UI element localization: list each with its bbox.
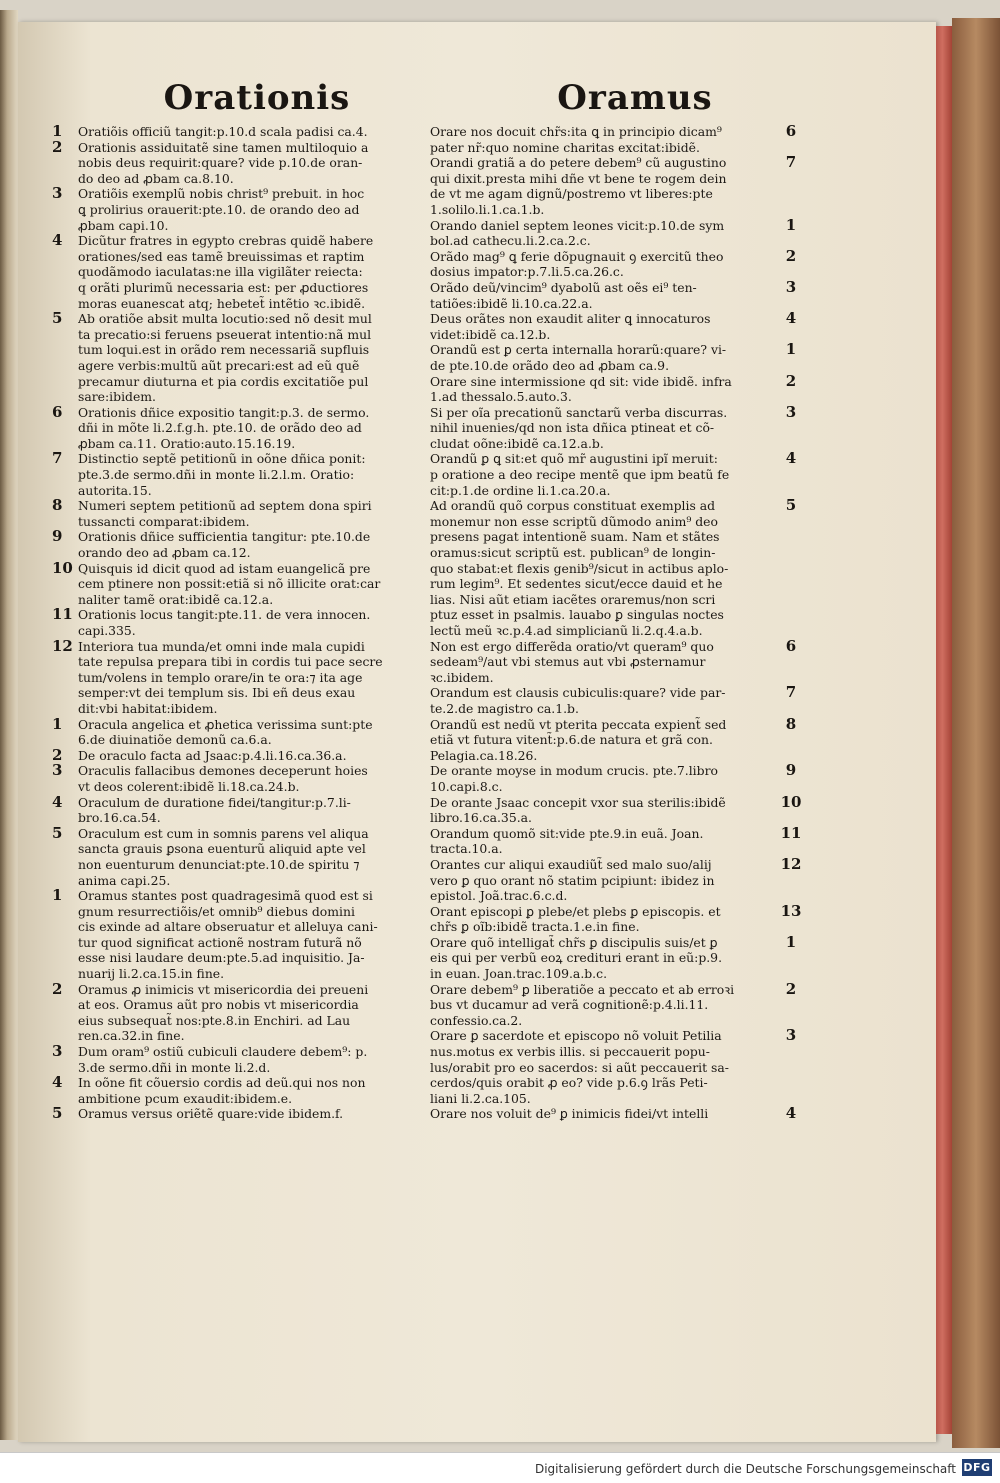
entry-text: [78, 529, 412, 560]
entry-line: naliter tamẽ orat:ibidẽ ca.12.a.: [78, 591, 274, 607]
entry-line: nihil inuenies/qd non ista dñica ptineat et cõ-: [430, 420, 715, 436]
entry-line: quo stabat:et flexis genib⁹/sicut in actibus aplo-: [430, 560, 729, 576]
entry-line: semper:vt dei templum sis. Ibi eñ deus exau: [78, 685, 356, 701]
entry-number: 1: [52, 122, 63, 140]
entry-line: tracta.10.a.: [430, 841, 503, 857]
entry-text: [430, 763, 768, 794]
index-entry: [52, 451, 462, 498]
left-column: [52, 78, 462, 1122]
entry-line: Dicũtur fratres in egypto crebras quidẽ habere: [78, 233, 374, 249]
index-entry: [52, 636, 462, 717]
entry-line: Ad orandũ quõ corpus constituat exemplis ad: [430, 498, 716, 514]
entry-line: etiã vt futura vitent̃:p.6.de natura et grã con.: [430, 732, 713, 748]
index-entry: [430, 823, 840, 857]
index-entry: [52, 1106, 462, 1122]
entry-line: monemur non esse scriptũ dũmodo anim⁹ deo: [430, 513, 718, 529]
index-entry: [430, 854, 840, 904]
entry-line: do deo ad ꝓbam ca.8.10.: [78, 170, 234, 186]
entry-text: [78, 639, 412, 717]
entry-line: de pte.10.de orãdo deo ad ꝓbam ca.9.: [430, 357, 670, 373]
index-entry: [52, 186, 462, 233]
entry-line: ꝗ prolirius orauerit:pte.10. de orando deo ad: [78, 201, 360, 217]
entry-line: liani li.2.ca.105.: [430, 1090, 531, 1106]
entry-number: 6: [785, 636, 797, 655]
entry-text: [430, 311, 768, 342]
entry-line: Oramus versus oriẽtẽ quare:vide ibidem.f.: [78, 1106, 344, 1122]
entry-line: Oraculum est cum in somnis parens vel aliqua: [78, 825, 369, 841]
index-entry: [52, 979, 462, 1044]
entry-number: 13: [780, 901, 802, 920]
entry-number: 5: [785, 496, 797, 515]
entry-number: 4: [785, 449, 797, 468]
entry-text: [78, 140, 412, 187]
entry-line: Oraculis fallacibus demones deceperunt hoies: [78, 763, 368, 779]
entry-line: Oramus stantes post quadragesimã quod est si: [78, 888, 373, 904]
entry-line: lias. Nisi aũt etiam iacẽtes oraremus/non scri: [430, 591, 716, 607]
entry-text: [430, 124, 768, 155]
index-entry: [430, 155, 840, 217]
entry-line: De orante moyse in modum crucis. pte.7.libro: [430, 763, 718, 779]
book-cover: [952, 18, 1000, 1448]
entry-line: cis exinde ad altare obseruatur et alleluya cani-: [78, 919, 378, 935]
entry-line: cem ptinere non possit:etiã si nõ illicite orat:car: [78, 576, 381, 592]
index-entry: [430, 1106, 840, 1122]
entry-line: rum legim⁹. Et sedentes sicut/ecce dauid et he: [430, 576, 723, 592]
entry-number: 2: [52, 745, 63, 764]
entry-line: bol.ad cathecu.li.2.ca.2.c.: [430, 233, 591, 249]
entry-line: Orationis locus tangit:pte.11. de vera innocen.: [78, 607, 371, 623]
entry-line: lectũ meũ ꝛc.p.4.ad simplicianũ li.2.q.4.a.b.: [430, 623, 703, 638]
entry-line: Orandũ est ꝑ certa internalla horarũ:quare? vi-: [430, 342, 727, 358]
entry-line: Orationis dñice sufficientia tangitur: pte.10.de: [78, 529, 371, 545]
index-entry: [52, 124, 462, 140]
entry-line: eius subsequat̃ nos:pte.8.in Enchiri. ad Lau: [78, 1012, 351, 1028]
index-entry: [52, 792, 462, 826]
index-entry: [430, 371, 840, 405]
entry-text: [430, 717, 768, 764]
entry-line: te.2.de magistro ca.1.b.: [430, 700, 579, 716]
index-entry: [430, 215, 840, 249]
entry-number: 8: [785, 714, 797, 733]
entry-text: [78, 1044, 412, 1075]
entry-line: precamur diuturna et pia cordis excitatiõe pul: [78, 373, 369, 389]
index-entry: [52, 745, 462, 764]
entry-line: ptuz esset in psalmis. lauabo ꝑ singulas noctes: [430, 607, 724, 623]
entry-number: 1: [52, 714, 63, 733]
entry-number: 1: [785, 215, 797, 234]
entry-number: 11: [52, 605, 73, 624]
entry-line: confessio.ca.2.: [430, 1012, 523, 1028]
entry-line: tatiões:ibidẽ li.10.ca.22.a.: [430, 295, 593, 311]
index-entry: [52, 1075, 462, 1106]
index-entry: [430, 979, 840, 1029]
index-entry: [430, 901, 840, 935]
entry-line: tur quod significat actionẽ nostram futurã nõ: [78, 934, 362, 950]
entry-text: [430, 826, 768, 857]
index-entry: [52, 823, 462, 888]
entry-number: 7: [785, 153, 797, 172]
entry-line: dosius impator:p.7.li.5.ca.26.c.: [430, 264, 624, 280]
entry-number: 4: [785, 309, 797, 328]
entry-line: Interiora tua munda/et omni inde mala cupidi: [78, 638, 365, 654]
entry-line: cludat oõne:ibidẽ ca.12.a.b.: [430, 435, 604, 451]
entry-number: 4: [52, 1073, 63, 1092]
entry-text: [430, 342, 768, 373]
entry-line: eis qui per verbũ eoꝝ credituri erant in eũ:p.9.: [430, 950, 723, 966]
entry-line: nus.motus ex verbis illis. si peccauerit popu-: [430, 1044, 710, 1060]
entry-line: q orãti plurimũ necessaria est: per ꝓductiores: [78, 279, 369, 295]
entry-line: Ab oratiõe absit multa locutio:sed nõ desit mul: [78, 311, 372, 327]
entry-line: Oratiõis exemplũ nobis christ⁹ prebuit. in hoc: [78, 186, 365, 202]
entry-line: vt deos colerent:ibidẽ li.18.ca.24.b.: [78, 778, 300, 794]
index-entry: [430, 451, 840, 498]
entry-line: bus vt ducamur ad verã cognitionẽ:p.4.li.11.: [430, 997, 709, 1013]
right-column: [430, 78, 840, 1122]
entry-number: 10: [780, 792, 802, 811]
index-entry: [430, 1028, 840, 1106]
index-entry: [52, 402, 462, 452]
index-entry: [430, 311, 840, 342]
entry-line: tum loqui.est in orãdo rem necessariã supfluis: [78, 342, 370, 358]
entry-number: 5: [52, 309, 63, 328]
entry-number: 2: [52, 137, 63, 156]
index-entry: [52, 714, 462, 748]
entry-number: 9: [52, 527, 63, 546]
entry-line: Distinctio septẽ petitionũ in oõne dñica ponit:: [78, 451, 366, 467]
entry-number: 6: [785, 122, 797, 140]
entry-line: Orãdo deũ/vincim⁹ dyabolũ ast oẽs ei⁹ ten-: [430, 279, 697, 295]
entry-line: Orare quõ intelligat̃ chr̃s ꝑ discipulis suis/et ꝑ: [430, 934, 718, 950]
entry-line: De oraculo facta ad Jsaac:p.4.li.16.ca.36.a.: [78, 747, 347, 763]
entry-line: capi.335.: [78, 623, 136, 638]
entry-text: [430, 639, 768, 686]
entry-line: esse nisi laudare deum:pte.5.ad inquisitio. Ja-: [78, 950, 365, 966]
entry-line: libro.16.ca.35.a.: [430, 810, 532, 826]
entry-text: [78, 311, 412, 405]
entry-line: Numeri septem petitionũ ad septem dona spiri: [78, 498, 372, 514]
entry-number: 1: [52, 886, 63, 905]
index-entry: [430, 402, 840, 452]
dfg-logo: DFG: [963, 1461, 991, 1474]
entry-line: non euenturum denunciat:pte.10.de spiritu ⁊: [78, 856, 360, 872]
entry-text: [430, 155, 768, 217]
index-entry: [430, 124, 840, 155]
entry-line: Orare debem⁹ ꝑ liberatiõe a peccato et ab erroꝛi: [430, 981, 735, 997]
entry-text: [430, 1106, 768, 1122]
entry-line: 6.de diuinatiõe demonũ ca.6.a.: [78, 732, 272, 748]
left-column-heading: Orationis: [163, 78, 351, 118]
entry-line: at eos. Oramus aũt pro nobis vt misericordia: [78, 997, 359, 1013]
entry-number: 3: [52, 184, 63, 203]
index-entry: [52, 888, 462, 982]
index-entry: [430, 636, 840, 686]
entry-line: anima capi.25.: [78, 872, 171, 888]
footer-bar: [0, 1452, 1000, 1483]
entry-text: [430, 857, 768, 904]
entry-text: [78, 451, 412, 498]
entry-line: p oratione a deo recipe mentẽ que ipm beatũ fe: [430, 467, 730, 483]
entry-number: 3: [52, 761, 63, 780]
entry-number: 6: [52, 402, 63, 421]
entry-line: Orare nos docuit chr̃s:ita ꝗ in principio dicam⁹: [430, 124, 722, 139]
entry-text: [430, 982, 768, 1029]
entry-line: tum/volens in templo orare/in te ora:⁊ ita age: [78, 669, 363, 685]
entry-number: 9: [785, 761, 797, 780]
entry-line: Si per oĩa precationũ sanctarũ verba discurras.: [430, 404, 728, 420]
entry-line: Oraculum de duratione fidei/tangitur:p.7.li-: [78, 794, 351, 810]
index-entry: [430, 763, 840, 794]
entry-number: 8: [52, 496, 63, 515]
entry-line: Oracula angelica et ꝓhetica verissima sunt:pte: [78, 716, 373, 732]
entry-number: 3: [785, 1026, 797, 1045]
entry-number: 12: [780, 854, 802, 873]
entry-text: [430, 218, 768, 249]
entry-text: [78, 763, 412, 794]
entry-line: 1.ad thessalo.5.auto.3.: [430, 389, 572, 405]
entry-line: vero ꝑ quo orant nõ statim pcipiunt: ibidez in: [430, 872, 715, 888]
index-entry: [430, 277, 840, 311]
entry-text: [430, 795, 768, 826]
entry-line: gnum resurrectiõis/et omnib⁹ diebus domini: [78, 903, 355, 919]
entry-number: 3: [785, 402, 797, 421]
entry-line: Quisquis id dicit quod ad istam euangelicã pre: [78, 560, 371, 576]
entry-text: [78, 233, 412, 311]
entry-line: sedeam⁹/aut vbi stemus aut vbi ꝓsternamur: [430, 654, 706, 670]
index-entry: [52, 607, 462, 638]
index-entry: [430, 685, 840, 716]
entry-line: 1.solilo.li.1.ca.1.b.: [430, 201, 545, 217]
entry-line: moras euanescat atq; hebetet̃ intẽtio ꝛc.ibidẽ.: [78, 295, 366, 311]
entry-line: qui dixit.presta mihi dñe vt bene te rogem dein: [430, 170, 727, 186]
entry-number: 1: [785, 340, 797, 359]
entry-line: tussancti comparat:ibidem.: [78, 513, 250, 529]
entry-text: [430, 405, 768, 452]
entry-line: bro.16.ca.54.: [78, 810, 161, 826]
entry-text: [430, 935, 768, 982]
entry-line: Orãdo mag⁹ ꝗ ferie dõpugnauit ꝯ exercitũ theo: [430, 248, 724, 264]
entry-text: [78, 748, 412, 764]
entry-line: nuarij li.2.ca.15.in fine.: [78, 966, 225, 982]
entry-text: [78, 717, 412, 748]
entry-line: In oõne fit cõuersio cordis ad deũ.qui nos non: [78, 1075, 366, 1091]
entry-line: Orandũ est nedũ vt pterita peccata expient̃ sed: [430, 716, 727, 732]
entry-line: Non est ergo differẽda oratio/vt queram⁹ quo: [430, 638, 714, 654]
entry-text: [430, 1028, 768, 1106]
index-entry: [430, 342, 840, 373]
left-entries: [52, 124, 462, 1122]
entry-line: dñi in mõte li.2.f.g.h. pte.10. de orãdo deo ad: [78, 420, 362, 436]
entry-line: autorita.15.: [78, 482, 152, 498]
entry-line: ꝛc.ibidem.: [430, 669, 494, 685]
page-edge-red: [936, 26, 952, 1434]
entry-line: ꝓbam capi.10.: [78, 217, 169, 233]
entry-line: presens pagat intentionẽ suam. Nam et stãtes: [430, 529, 720, 545]
entry-number: 5: [52, 823, 63, 842]
footer-credit: Digitalisierung gefördert durch die Deutsche Forschungsgemeinschaft: [534, 1462, 956, 1476]
entry-line: ꝓbam ca.11. Oratio:auto.15.16.19.: [78, 435, 296, 451]
entry-number: 7: [52, 449, 63, 468]
entry-line: ren.ca.32.in fine.: [78, 1028, 185, 1044]
entry-line: Pelagia.ca.18.26.: [430, 747, 538, 763]
entry-line: pater nr̃:quo nomine charitas excitat:ibidẽ.: [430, 139, 700, 155]
entry-number: 11: [780, 823, 802, 842]
entry-text: [430, 685, 768, 716]
entry-line: lus/orabit pro eo sacerdos: si aũt peccauerit sa-: [430, 1059, 729, 1075]
right-column-heading: Oramus: [557, 78, 713, 118]
index-entry: [430, 498, 840, 638]
entry-text: [78, 498, 412, 529]
entry-line: Orantes cur aliqui exaudiũt̃ sed malo suo/alij: [430, 856, 712, 872]
index-entry: [52, 558, 462, 608]
entry-line: Orationis assiduitatẽ sine tamen multiloquio a: [78, 139, 369, 155]
entry-line: cerdos/quis orabit ꝓ eo? vide p.6.ꝯ lrãs Peti-: [430, 1075, 708, 1091]
index-entry: [52, 311, 462, 405]
entry-line: Orandũ ꝑ ꝗ sit:et quõ mr̃ augustini ipĩ meruit:: [430, 451, 718, 467]
entry-text: [78, 405, 412, 452]
index-entry: [52, 233, 462, 311]
entry-text: [430, 374, 768, 405]
entry-line: tate repulsa prepara tibi in cordis tui pace secre: [78, 654, 383, 670]
entry-text: [430, 904, 768, 935]
index-entry: [430, 792, 840, 826]
entry-line: Orandi gratiã a do petere debem⁹ cũ augustino: [430, 155, 727, 171]
entry-line: Orare ꝑ sacerdote et episcopo nõ voluit Petilia: [430, 1028, 722, 1044]
entry-line: Orando daniel septem leones vicit:p.10.de sym: [430, 217, 725, 233]
entry-number: 4: [785, 1104, 797, 1123]
entry-line: sancta grauis ꝑsona euenturũ aliquid apte vel: [78, 841, 366, 857]
entry-number: 5: [52, 1104, 63, 1123]
right-entries: [430, 124, 840, 1122]
entry-line: nobis deus requirit:quare? vide p.10.de oran-: [78, 155, 363, 171]
entry-line: Dum oram⁹ ostiũ cubiculi claudere debem⁹: p.: [78, 1044, 368, 1060]
entry-text: [78, 888, 412, 982]
entry-number: 2: [785, 246, 797, 265]
index-entry: [52, 137, 462, 187]
entry-number: 12: [52, 636, 73, 655]
entry-text: [78, 186, 412, 233]
entry-line: Oratiõis officiũ tangit:p.10.d scala padisi ca.4.: [78, 124, 368, 139]
entry-line: ta precatio:si feruens pseuerat intentio:nã mul: [78, 326, 372, 342]
entry-line: Orandum est clausis cubiculis:quare? vide par-: [430, 685, 726, 701]
entry-line: ambitione pcum exaudit:ibidem.e.: [78, 1090, 293, 1106]
entry-text: [430, 249, 768, 280]
entry-number: 2: [785, 979, 797, 998]
entry-line: quodãmodo iaculatas:ne illa vigilãter reiecta:: [78, 264, 363, 280]
entry-number: 3: [52, 1042, 63, 1061]
entry-line: cit:p.1.de ordine li.1.ca.20.a.: [430, 482, 611, 498]
index-entry: [52, 763, 462, 794]
entry-text: [78, 607, 412, 638]
previous-page-edge: [0, 10, 18, 1440]
entry-number: 1: [785, 932, 797, 951]
entry-line: dit:vbi habitat:ibidem.: [78, 700, 218, 716]
entry-line: Oramus ꝓ inimicis vt misericordia dei preueni: [78, 981, 369, 997]
entry-number: 2: [52, 979, 63, 998]
entry-text: [78, 795, 412, 826]
index-entry: [52, 529, 462, 560]
entry-line: Orandum quomõ sit:vide pte.9.in euã. Joan.: [430, 825, 704, 841]
entry-line: oramus:sicut scriptũ est. publican⁹ de longin-: [430, 545, 716, 561]
entry-line: de vt me agam dignũ/postremo vt liberes:pte: [430, 186, 713, 202]
entry-number: 7: [785, 683, 797, 702]
entry-number: 3: [785, 277, 797, 296]
entry-line: orationes/sed eas tamẽ breuissimas et raptim: [78, 248, 365, 264]
entry-number: 10: [52, 558, 73, 577]
entry-text: [430, 280, 768, 311]
entry-line: chr̃s ꝑ oĩb:ibidẽ tracta.1.e.in fine.: [430, 919, 640, 935]
entry-line: Orare nos voluit de⁹ ꝑ inimicis fidei/vt intelli: [430, 1106, 709, 1122]
entry-text: [78, 826, 412, 888]
entry-line: epistol. Joã.trac.6.c.d.: [430, 888, 568, 904]
entry-line: Orant episcopi ꝑ plebe/et plebs ꝑ episcopis. et: [430, 903, 721, 919]
entry-text: [78, 982, 412, 1044]
entry-line: in euan. Joan.trac.109.a.b.c.: [430, 966, 608, 982]
entry-line: agere verbis:multũ aũt precari:est ad eũ quẽ: [78, 357, 360, 373]
entry-text: [430, 498, 768, 638]
index-entry: [52, 1044, 462, 1075]
entry-line: sare:ibidem.: [78, 389, 156, 405]
entry-line: orando deo ad ꝓbam ca.12.: [78, 545, 251, 561]
entry-line: Deus orãtes non exaudit aliter ꝗ innocaturos: [430, 311, 711, 327]
index-entry: [52, 498, 462, 529]
index-entry: [430, 932, 840, 982]
entry-text: [78, 1075, 412, 1106]
entry-line: videt:ibidẽ ca.12.b.: [430, 326, 551, 342]
entry-line: 10.capi.8.c.: [430, 778, 503, 794]
entry-number: 4: [52, 792, 63, 811]
entry-text: [78, 124, 412, 140]
entry-text: [78, 1106, 412, 1122]
entry-text: [78, 561, 412, 608]
entry-line: pte.3.de sermo.dñi in monte li.2.l.m. Oratio:: [78, 467, 355, 483]
entry-line: Orationis dñice expositio tangit:p.3. de sermo.: [78, 404, 370, 420]
entry-line: 3.de sermo.dñi in monte li.2.d.: [78, 1059, 271, 1075]
entry-text: [430, 451, 768, 498]
entry-number: 2: [785, 371, 797, 390]
entry-line: Orare sine intermissione qd sit: vide ibidẽ. infra: [430, 373, 732, 389]
index-entry: [430, 714, 840, 764]
entry-line: De orante Jsaac concepit vxor sua sterilis:ibidẽ: [430, 794, 726, 810]
index-entry: [430, 246, 840, 280]
entry-number: 4: [52, 231, 63, 250]
